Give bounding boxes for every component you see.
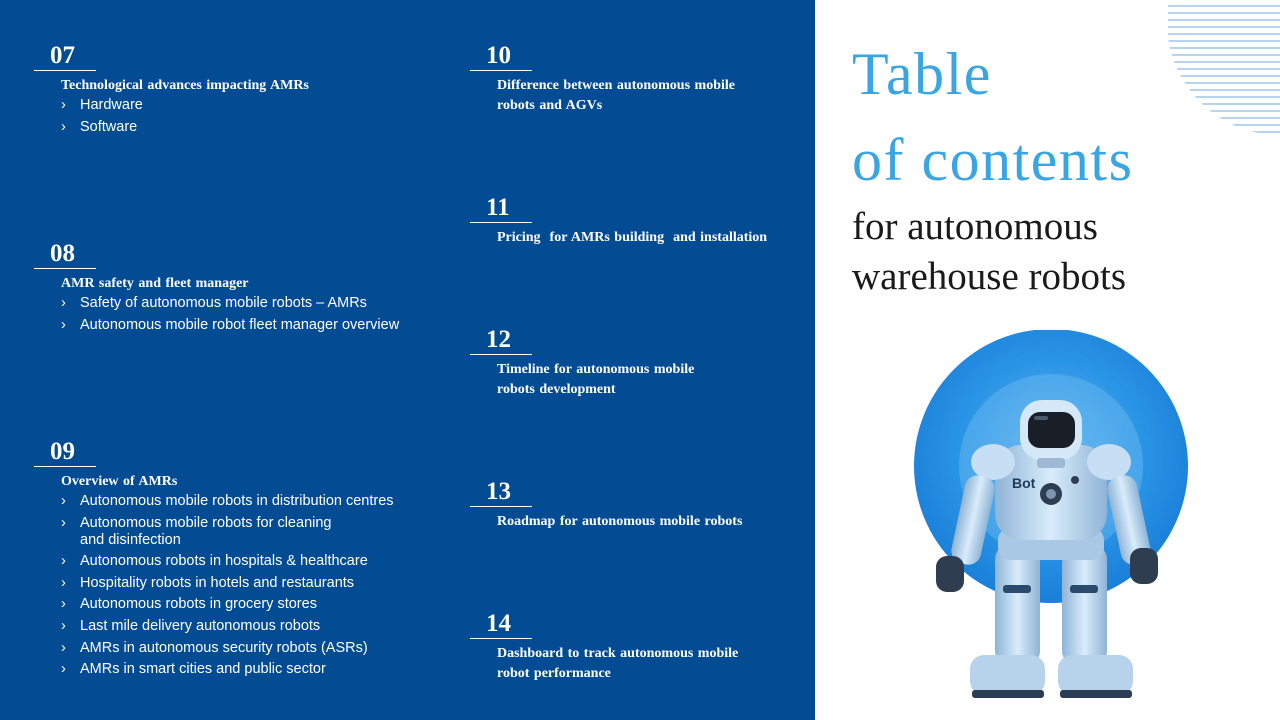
chevron-right-icon: › xyxy=(61,118,66,135)
section-number: 10 xyxy=(486,42,511,69)
list-item-label: Hardware xyxy=(80,97,143,113)
list-item-label: Autonomous robots in grocery stores xyxy=(80,596,317,613)
section-number: 14 xyxy=(486,610,511,637)
number-underline xyxy=(470,506,532,507)
list-item-label: Autonomous robots in hospitals & healthcare xyxy=(80,553,368,570)
list-item xyxy=(61,575,394,592)
section-number: 08 xyxy=(50,240,75,267)
subheading-line-2: warehouse robots xyxy=(852,255,1127,298)
chevron-right-icon: › xyxy=(61,295,66,311)
list-item xyxy=(61,317,399,334)
chevron-right-icon: › xyxy=(61,514,66,531)
section-title: Difference between autonomous mobile robots and AGVs xyxy=(497,78,735,113)
toc-section-12[interactable] xyxy=(470,326,694,400)
number-underline xyxy=(470,354,532,355)
list-item xyxy=(61,661,394,678)
chevron-right-icon: › xyxy=(61,493,66,509)
subtopic-list xyxy=(34,493,394,678)
list-item xyxy=(61,640,394,657)
toc-section-09[interactable] xyxy=(34,438,394,683)
list-item xyxy=(61,119,309,136)
list-item-label: AMRs in autonomous security robots (ASRs) xyxy=(80,639,368,656)
list-item-label: AMRs in smart cities and public sector xyxy=(80,661,326,678)
list-item-label: Autonomous mobile robot fleet manager overview xyxy=(80,316,400,333)
chevron-right-icon: › xyxy=(61,639,66,656)
list-item-label: Autonomous mobile robots for cleaning and disinfection xyxy=(80,514,332,548)
number-underline xyxy=(470,222,532,223)
section-title: AMR safety and fleet manager xyxy=(61,276,249,291)
list-item-label: Software xyxy=(80,118,138,135)
chevron-right-icon: › xyxy=(61,596,66,613)
list-item-label: Hospitality robots in hotels and restaurants xyxy=(80,574,355,591)
chevron-right-icon: › xyxy=(61,553,66,570)
list-item-label: Autonomous mobile robots in distribution centres xyxy=(80,493,394,509)
heading-line-1: Table xyxy=(852,41,992,107)
list-item xyxy=(61,596,394,613)
list-item xyxy=(61,515,394,549)
number-underline xyxy=(34,268,96,269)
list-item xyxy=(61,97,309,114)
list-item xyxy=(61,618,394,635)
list-item xyxy=(61,553,394,570)
robot-illustration xyxy=(900,330,1200,720)
robot-badge-text: Bot xyxy=(1012,475,1036,491)
list-item-label: Safety of autonomous mobile robots – AMRs xyxy=(80,295,367,311)
list-item xyxy=(61,295,399,312)
section-title: Overview of AMRs xyxy=(61,474,178,489)
chevron-right-icon: › xyxy=(61,574,66,591)
number-underline xyxy=(34,466,96,467)
section-number: 09 xyxy=(50,438,75,465)
section-title: Dashboard to track autonomous mobile robot performance xyxy=(497,646,739,681)
subheading-line-1: for autonomous xyxy=(852,205,1098,248)
section-title: Pricing for AMRs building and installation xyxy=(497,230,768,245)
toc-section-10[interactable] xyxy=(470,42,735,116)
section-title: Timeline for autonomous mobile robots development xyxy=(497,362,695,397)
chevron-right-icon: › xyxy=(61,97,66,113)
number-underline xyxy=(470,638,532,639)
subtopic-list xyxy=(34,97,309,136)
section-title: Roadmap for autonomous mobile robots xyxy=(497,514,743,529)
number-underline xyxy=(470,70,532,71)
section-number: 11 xyxy=(486,194,510,221)
chevron-right-icon: › xyxy=(61,617,66,634)
heading-line-2: of contents xyxy=(852,127,1134,193)
toc-section-08[interactable] xyxy=(34,240,399,338)
section-number: 13 xyxy=(486,478,511,505)
chevron-right-icon: › xyxy=(61,661,66,678)
toc-section-07[interactable] xyxy=(34,42,309,140)
stripe-arc-decoration xyxy=(1168,0,1280,140)
chevron-right-icon: › xyxy=(61,316,66,333)
subtopic-list xyxy=(34,295,399,334)
section-number: 07 xyxy=(50,42,75,69)
toc-section-14[interactable] xyxy=(470,610,738,684)
toc-section-11[interactable] xyxy=(470,194,767,248)
number-underline xyxy=(34,70,96,71)
section-title: Technological advances impacting AMRs xyxy=(61,78,309,93)
toc-section-13[interactable] xyxy=(470,478,742,532)
section-number: 12 xyxy=(486,326,511,353)
list-item-label: Last mile delivery autonomous robots xyxy=(80,617,321,634)
list-item xyxy=(61,493,394,510)
